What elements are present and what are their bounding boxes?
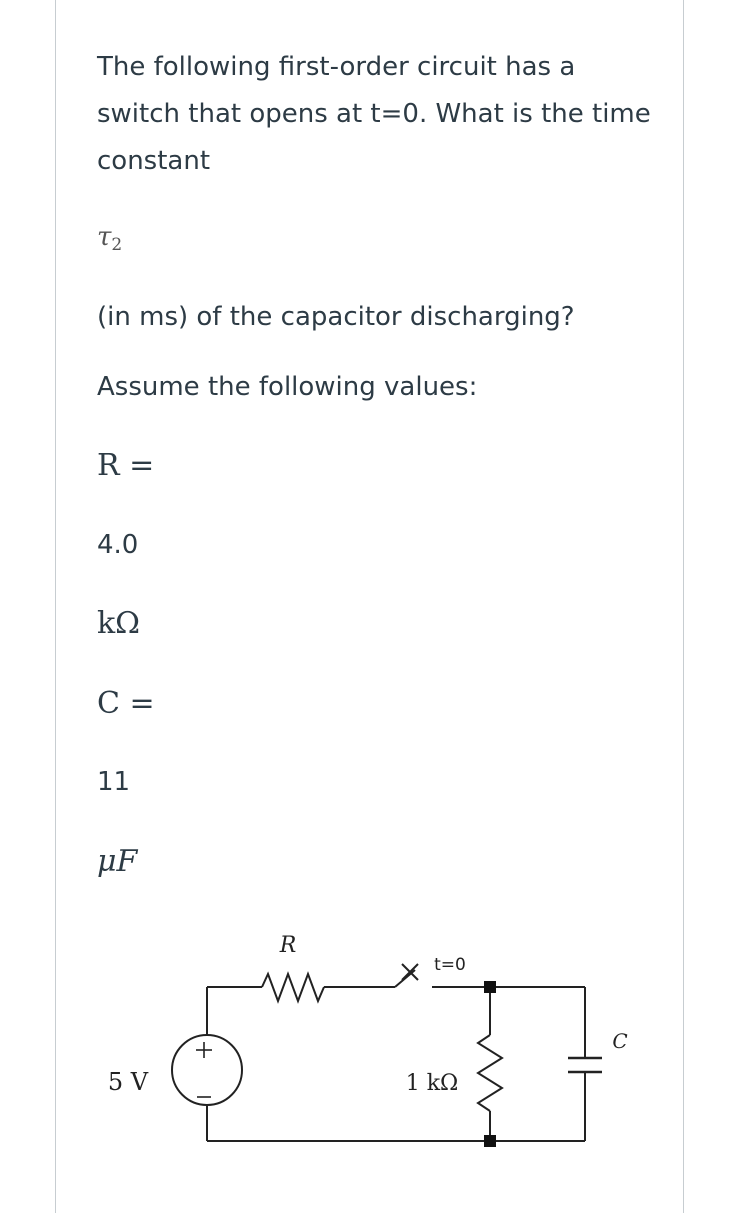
frame-left-border: [55, 0, 56, 1213]
node-bottom: [484, 1135, 496, 1147]
r-label: [97, 448, 154, 483]
label-source: 5 V: [107, 1068, 149, 1096]
c-label: C =: [97, 686, 155, 721]
voltage-source-circle: [172, 1035, 242, 1105]
resistor-1k: [478, 1035, 502, 1111]
assume-text: Assume the following values:: [97, 372, 478, 402]
tau-subscript: 2: [111, 235, 123, 255]
switch-blade: [395, 970, 415, 987]
resistor-r: [262, 974, 324, 1001]
unit-phrase: (in ms) of the capacitor discharging?: [97, 302, 575, 332]
frame-right-border: [683, 0, 684, 1213]
r-unit: kΩ: [97, 606, 141, 641]
tau-letter: τ: [97, 222, 112, 252]
switch-x-b: [402, 964, 418, 980]
c-value: 11: [97, 767, 131, 797]
node-top: [484, 981, 496, 993]
tau-symbol: [97, 222, 122, 255]
label-resistor-r: R: [279, 933, 297, 958]
r-label-text: R =: [97, 448, 155, 483]
label-switch: t=0: [434, 955, 466, 975]
c-unit: μF: [97, 844, 138, 879]
label-capacitor: C: [612, 1029, 628, 1053]
switch-x-a: [402, 964, 418, 980]
r-value: 4.0: [97, 530, 139, 560]
question-intro: The following first-order circuit has a switch that opens at t=0. What is the time constant: [97, 52, 651, 176]
label-shunt-resistor: 1 kΩ: [405, 1071, 459, 1096]
